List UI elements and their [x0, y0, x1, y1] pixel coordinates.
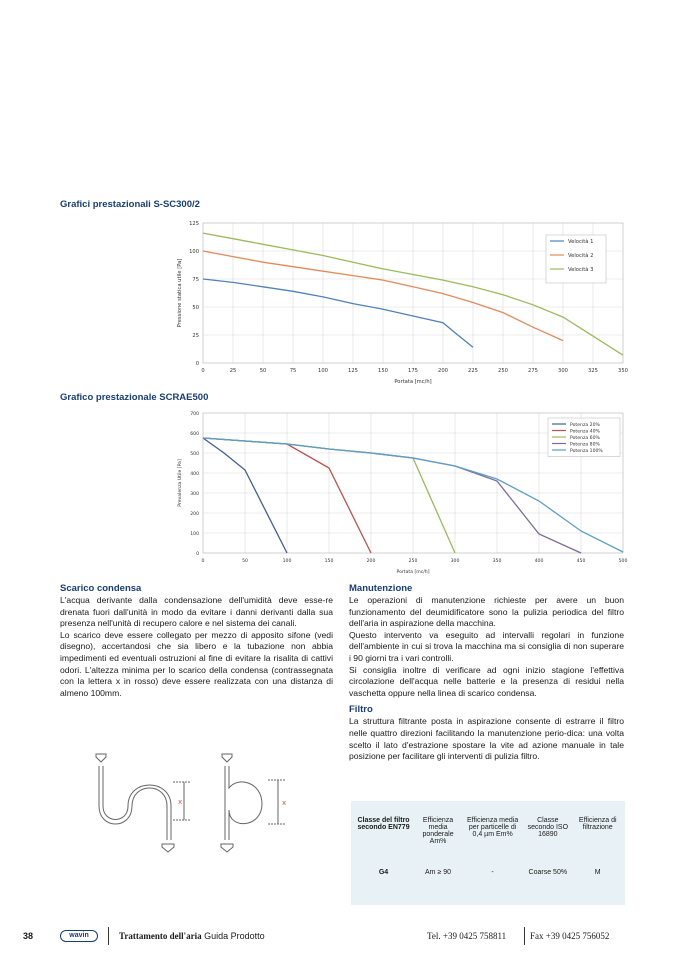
- x-tick-label: 150: [378, 368, 388, 374]
- filter-table-panel: [351, 801, 625, 905]
- scarico-body: [60, 595, 333, 699]
- x-tick-label: 75: [289, 368, 297, 374]
- table-cell: Am ≥ 90: [425, 869, 452, 876]
- table-header-cell: Classe secondo ISO 16890: [527, 817, 569, 838]
- filtro-paragraph: La struttura filtrante posta in aspirazione consente di estrarre il filtro nelle quattro direzioni facilitando la manutenzione perio-dica: una volta scelto il lato d'estrazione spostare la vite ad azione manuale in tale posizione per facilitare gli interventi di pulizia filtro.: [349, 716, 624, 762]
- y-tick-label: 75: [192, 277, 199, 283]
- legend-label: Velocità 3: [568, 267, 594, 273]
- table-cell: Coarse 50%: [528, 869, 568, 876]
- manutenzione-paragraph-1: Le operazioni di manutenzione richieste per avere un buon funzionamento del deumidificatore sono la pulizia periodica del filtro dell'aria in aspirazione della macchina.: [349, 595, 624, 629]
- x-tick-label: 50: [259, 368, 267, 374]
- y-tick-label: 50: [192, 305, 199, 311]
- x-axis-label: Portata [mc/h]: [396, 570, 430, 575]
- filter-table: [355, 817, 621, 876]
- x-tick-label: 200: [438, 368, 448, 374]
- filter-table-header-row: [355, 817, 621, 869]
- chart1-title: Grafici prestazionali S-SC300/2: [60, 199, 200, 210]
- x-tick-label: 350: [492, 559, 502, 564]
- legend-label: Velocità 2: [568, 253, 594, 259]
- page-number: 38: [23, 931, 34, 941]
- y-tick-label: 0: [195, 361, 199, 367]
- siphon-drawing: [88, 748, 308, 858]
- y-tick-label: 400: [190, 472, 199, 477]
- x-tick-label: 450: [576, 559, 586, 564]
- footer-fax: Fax +39 0425 756052: [530, 931, 610, 941]
- manutenzione-paragraph-2: Questo intervento va eseguito ad intervalli regolari in funzione dell'ambiente in cui si trova la macchina ma si consiglia di non superare i 90 giorni tra i vari controlli.: [349, 629, 624, 663]
- x-tick-label: 500: [618, 559, 628, 564]
- x-tick-label: 400: [534, 559, 544, 564]
- x-tick-label: 50: [242, 559, 248, 564]
- scarico-paragraph-1: L'acqua derivante dalla condensazione dell'umidità deve esse-re drenata fuori dall'unità in modo da evitare i danni derivanti dalla sua presenza nell'unità di recupero calore e nel sistema dei canali.: [60, 595, 333, 629]
- manutenzione-title: Manutenzione: [349, 583, 413, 594]
- legend-label: Potenza 40%: [570, 429, 600, 435]
- filtro-title: Filtro: [349, 704, 373, 716]
- y-tick-label: 300: [190, 492, 199, 497]
- table-header-cell: Efficienza media per particelle di 0,4 µm Em%: [466, 817, 519, 838]
- footer-section: [119, 931, 265, 941]
- x-tick-label: 300: [558, 368, 568, 374]
- y-axis-label: Prevalenza Utile [Pa]: [178, 459, 183, 507]
- y-axis-label: Pressione statica utile [Pa]: [177, 258, 183, 328]
- legend-label: Potenza 20%: [570, 423, 600, 428]
- x-tick-label: 100: [318, 368, 328, 374]
- x-tick-label: 0: [201, 559, 205, 564]
- y-tick-label: 700: [190, 412, 199, 417]
- footer-section-bold: Trattamento dell'aria: [119, 931, 202, 941]
- x-tick-label: 250: [408, 559, 418, 564]
- x-axis-label: Portata [mc/h]: [394, 379, 432, 385]
- table-cell: -: [491, 869, 494, 876]
- y-tick-label: 0: [196, 552, 199, 557]
- y-tick-label: 200: [190, 512, 199, 517]
- legend-label: Potenza 100%: [570, 449, 603, 454]
- legend-label: Velocità 1: [568, 239, 594, 245]
- footer: [0, 927, 678, 949]
- manutenzione-section: [349, 583, 624, 763]
- x-tick-label: 300: [450, 559, 460, 564]
- siphon-x-label-left: x: [178, 798, 183, 806]
- wavin-logo: wavin: [60, 930, 98, 942]
- x-tick-label: 250: [498, 368, 508, 374]
- footer-divider-2: [524, 927, 525, 945]
- chart2: [160, 405, 640, 575]
- x-tick-label: 275: [528, 368, 538, 374]
- y-tick-label: 125: [189, 221, 199, 227]
- series-line: [203, 279, 473, 347]
- table-header-cell: Efficienza media ponderale Am%: [422, 817, 454, 845]
- footer-tel: Tel. +39 0425 758811: [427, 931, 507, 941]
- legend-label: Potenza 60%: [570, 436, 600, 441]
- siphon-x-label-right: x: [282, 799, 287, 807]
- filter-table-row: [355, 869, 621, 876]
- footer-divider: [108, 927, 109, 945]
- y-tick-label: 600: [190, 432, 199, 437]
- legend-label: Potenza 80%: [570, 442, 600, 448]
- x-tick-label: 0: [201, 368, 205, 374]
- x-tick-label: 25: [229, 368, 237, 374]
- x-tick-label: 200: [366, 559, 376, 564]
- table-cell: M: [594, 869, 601, 876]
- x-tick-label: 175: [408, 368, 418, 374]
- y-tick-label: 100: [190, 532, 199, 537]
- y-tick-label: 25: [192, 333, 199, 339]
- x-tick-label: 100: [282, 559, 292, 564]
- y-tick-label: 100: [189, 249, 199, 255]
- table-cell: G4: [378, 869, 389, 876]
- x-tick-label: 325: [588, 368, 598, 374]
- x-tick-label: 150: [324, 559, 334, 564]
- chart2-title: Grafico prestazionale SCRAE500: [60, 392, 209, 403]
- y-tick-label: 500: [190, 452, 199, 457]
- filtro-body: [349, 716, 624, 762]
- footer-section-light: Guida Prodotto: [204, 931, 265, 941]
- x-tick-label: 225: [468, 368, 478, 374]
- x-tick-label: 125: [348, 368, 358, 374]
- scarico-section: [60, 583, 333, 699]
- x-tick-label: 350: [618, 368, 628, 374]
- manutenzione-body: [349, 595, 624, 699]
- table-header-cell: Classe del filtro secondo EN779: [357, 817, 410, 831]
- manutenzione-paragraph-3: Si consiglia inoltre di verificare ad ogni inizio stagione l'effettiva circolazione dell'acqua nelle batterie e la presenza di residui nella vaschetta oppure nella linea di scarico condensa.: [349, 664, 624, 698]
- chart1: [160, 215, 640, 390]
- scarico-title: Scarico condensa: [60, 583, 142, 594]
- table-header-cell: Efficienza di filtrazione: [578, 817, 617, 831]
- scarico-paragraph-2: Lo scarico deve essere collegato per mezzo di apposito sifone (vedi disegno), accertandosi che sia libero e la tubazione non abbia impedimenti ed eventuali ostruzioni al fine di evitare la risalita di cattivi odori. L'altezza minima per lo scarico della condensa (contrassegnata con la lettera x in rosso) deve essere realizzata con una distanza di almeno 100mm.: [60, 629, 333, 698]
